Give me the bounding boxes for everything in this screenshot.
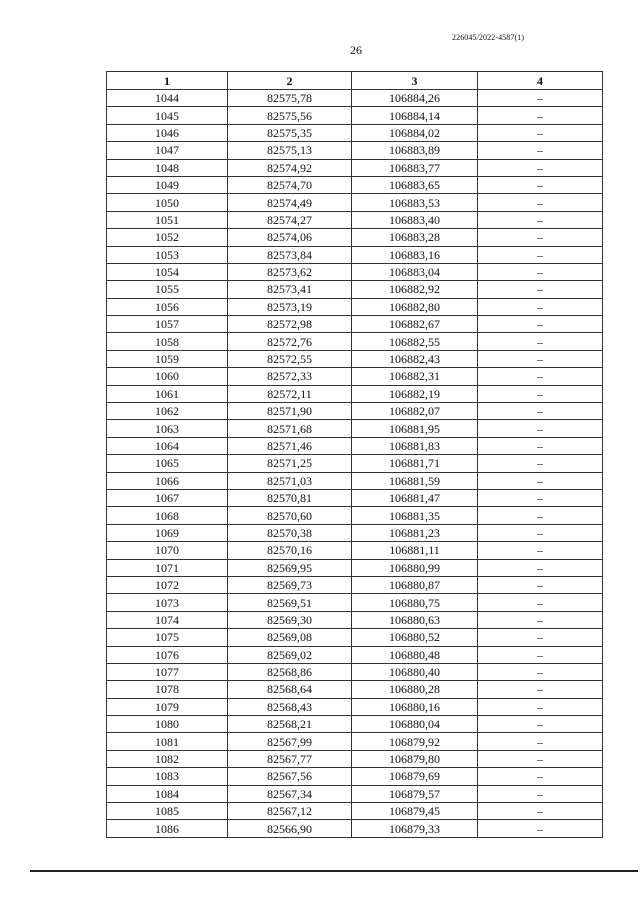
y-coordinate-cell: 106882,31 <box>352 368 478 385</box>
note-cell: – <box>478 489 603 506</box>
point-number-cell: 1076 <box>107 646 228 663</box>
note-cell: – <box>478 455 603 472</box>
x-coordinate-cell: 82575,78 <box>228 90 352 107</box>
x-coordinate-cell: 82571,46 <box>228 437 352 454</box>
table-row <box>107 629 603 646</box>
y-coordinate-cell: 106881,11 <box>352 542 478 559</box>
y-coordinate-cell: 106883,40 <box>352 211 478 228</box>
x-coordinate-cell: 82569,08 <box>228 629 352 646</box>
y-coordinate-cell: 106883,53 <box>352 194 478 211</box>
y-coordinate-cell: 106882,19 <box>352 385 478 402</box>
point-number-cell: 1083 <box>107 768 228 785</box>
note-cell: – <box>478 211 603 228</box>
table-row <box>107 489 603 506</box>
note-cell: – <box>478 159 603 176</box>
table-row <box>107 263 603 280</box>
y-coordinate-cell: 106881,23 <box>352 524 478 541</box>
table-row <box>107 716 603 733</box>
point-number-cell: 1052 <box>107 229 228 246</box>
x-coordinate-cell: 82572,33 <box>228 368 352 385</box>
note-cell: – <box>478 298 603 315</box>
x-coordinate-cell: 82572,11 <box>228 385 352 402</box>
note-cell: – <box>478 124 603 141</box>
note-cell: – <box>478 420 603 437</box>
point-number-cell: 1064 <box>107 437 228 454</box>
y-coordinate-cell: 106879,33 <box>352 820 478 837</box>
table-row <box>107 437 603 454</box>
page-number: 26 <box>350 43 362 57</box>
x-coordinate-cell: 82572,55 <box>228 350 352 367</box>
note-cell: – <box>478 281 603 298</box>
column-header-3: 3 <box>352 72 478 90</box>
table-row <box>107 298 603 315</box>
table-row <box>107 681 603 698</box>
y-coordinate-cell: 106880,75 <box>352 594 478 611</box>
x-coordinate-cell: 82575,35 <box>228 124 352 141</box>
y-coordinate-cell: 106883,89 <box>352 142 478 159</box>
y-coordinate-cell: 106880,52 <box>352 629 478 646</box>
x-coordinate-cell: 82575,13 <box>228 142 352 159</box>
x-coordinate-cell: 82573,41 <box>228 281 352 298</box>
x-coordinate-cell: 82570,16 <box>228 542 352 559</box>
note-cell: – <box>478 611 603 628</box>
note-cell: – <box>478 524 603 541</box>
point-number-cell: 1062 <box>107 403 228 420</box>
note-cell: – <box>478 229 603 246</box>
point-number-cell: 1072 <box>107 576 228 593</box>
note-cell: – <box>478 472 603 489</box>
table-row <box>107 368 603 385</box>
note-cell: – <box>478 437 603 454</box>
x-coordinate-cell: 82567,99 <box>228 733 352 750</box>
y-coordinate-cell: 106881,59 <box>352 472 478 489</box>
y-coordinate-cell: 106883,16 <box>352 246 478 263</box>
note-cell: – <box>478 733 603 750</box>
table-row <box>107 316 603 333</box>
table-row <box>107 768 603 785</box>
point-number-cell: 1071 <box>107 559 228 576</box>
x-coordinate-cell: 82574,49 <box>228 194 352 211</box>
table-row <box>107 107 603 124</box>
x-coordinate-cell: 82574,06 <box>228 229 352 246</box>
note-cell: – <box>478 90 603 107</box>
x-coordinate-cell: 82570,60 <box>228 507 352 524</box>
y-coordinate-cell: 106884,26 <box>352 90 478 107</box>
point-number-cell: 1070 <box>107 542 228 559</box>
point-number-cell: 1061 <box>107 385 228 402</box>
point-number-cell: 1054 <box>107 263 228 280</box>
table-row <box>107 420 603 437</box>
y-coordinate-cell: 106880,87 <box>352 576 478 593</box>
x-coordinate-cell: 82567,56 <box>228 768 352 785</box>
x-coordinate-cell: 82573,62 <box>228 263 352 280</box>
point-number-cell: 1067 <box>107 489 228 506</box>
table-row <box>107 90 603 107</box>
x-coordinate-cell: 82567,12 <box>228 803 352 820</box>
point-number-cell: 1048 <box>107 159 228 176</box>
x-coordinate-cell: 82573,84 <box>228 246 352 263</box>
y-coordinate-cell: 106882,80 <box>352 298 478 315</box>
table-row <box>107 333 603 350</box>
note-cell: – <box>478 368 603 385</box>
table-row <box>107 385 603 402</box>
table-row <box>107 176 603 193</box>
y-coordinate-cell: 106880,63 <box>352 611 478 628</box>
column-header-4: 4 <box>478 72 603 90</box>
y-coordinate-cell: 106882,55 <box>352 333 478 350</box>
note-cell: – <box>478 594 603 611</box>
note-cell: – <box>478 803 603 820</box>
point-number-cell: 1063 <box>107 420 228 437</box>
note-cell: – <box>478 542 603 559</box>
point-number-cell: 1077 <box>107 663 228 680</box>
table-row <box>107 663 603 680</box>
point-number-cell: 1049 <box>107 176 228 193</box>
note-cell: – <box>478 646 603 663</box>
point-number-cell: 1045 <box>107 107 228 124</box>
note-cell: – <box>478 107 603 124</box>
table-row <box>107 646 603 663</box>
coordinates-table <box>106 71 603 838</box>
y-coordinate-cell: 106881,71 <box>352 455 478 472</box>
point-number-cell: 1078 <box>107 681 228 698</box>
note-cell: – <box>478 333 603 350</box>
point-number-cell: 1066 <box>107 472 228 489</box>
table-row <box>107 229 603 246</box>
y-coordinate-cell: 106881,83 <box>352 437 478 454</box>
y-coordinate-cell: 106881,95 <box>352 420 478 437</box>
point-number-cell: 1044 <box>107 90 228 107</box>
x-coordinate-cell: 82567,34 <box>228 785 352 802</box>
y-coordinate-cell: 106880,16 <box>352 698 478 715</box>
table-row <box>107 559 603 576</box>
table-row <box>107 124 603 141</box>
column-header-2: 2 <box>228 72 352 90</box>
table-row <box>107 507 603 524</box>
note-cell: – <box>478 681 603 698</box>
point-number-cell: 1080 <box>107 716 228 733</box>
x-coordinate-cell: 82572,98 <box>228 316 352 333</box>
x-coordinate-cell: 82568,43 <box>228 698 352 715</box>
x-coordinate-cell: 82571,25 <box>228 455 352 472</box>
footer-divider <box>30 870 638 872</box>
x-coordinate-cell: 82566,90 <box>228 820 352 837</box>
point-number-cell: 1055 <box>107 281 228 298</box>
table-row <box>107 820 603 837</box>
y-coordinate-cell: 106879,80 <box>352 750 478 767</box>
point-number-cell: 1068 <box>107 507 228 524</box>
x-coordinate-cell: 82569,02 <box>228 646 352 663</box>
y-coordinate-cell: 106880,48 <box>352 646 478 663</box>
point-number-cell: 1065 <box>107 455 228 472</box>
note-cell: – <box>478 698 603 715</box>
table-row <box>107 698 603 715</box>
point-number-cell: 1081 <box>107 733 228 750</box>
x-coordinate-cell: 82572,76 <box>228 333 352 350</box>
x-coordinate-cell: 82574,70 <box>228 176 352 193</box>
x-coordinate-cell: 82569,51 <box>228 594 352 611</box>
point-number-cell: 1059 <box>107 350 228 367</box>
x-coordinate-cell: 82568,86 <box>228 663 352 680</box>
point-number-cell: 1056 <box>107 298 228 315</box>
table-row <box>107 594 603 611</box>
x-coordinate-cell: 82571,03 <box>228 472 352 489</box>
note-cell: – <box>478 576 603 593</box>
y-coordinate-cell: 106879,69 <box>352 768 478 785</box>
y-coordinate-cell: 106882,92 <box>352 281 478 298</box>
table-body <box>107 90 603 838</box>
point-number-cell: 1047 <box>107 142 228 159</box>
note-cell: – <box>478 507 603 524</box>
y-coordinate-cell: 106880,99 <box>352 559 478 576</box>
table-row <box>107 350 603 367</box>
point-number-cell: 1051 <box>107 211 228 228</box>
y-coordinate-cell: 106884,02 <box>352 124 478 141</box>
y-coordinate-cell: 106883,04 <box>352 263 478 280</box>
x-coordinate-cell: 82574,92 <box>228 159 352 176</box>
point-number-cell: 1050 <box>107 194 228 211</box>
point-number-cell: 1079 <box>107 698 228 715</box>
table-header-row <box>107 72 603 90</box>
point-number-cell: 1060 <box>107 368 228 385</box>
y-coordinate-cell: 106879,45 <box>352 803 478 820</box>
note-cell: – <box>478 663 603 680</box>
y-coordinate-cell: 106882,07 <box>352 403 478 420</box>
table-row <box>107 403 603 420</box>
note-cell: – <box>478 385 603 402</box>
y-coordinate-cell: 106880,04 <box>352 716 478 733</box>
point-number-cell: 1084 <box>107 785 228 802</box>
point-number-cell: 1085 <box>107 803 228 820</box>
note-cell: – <box>478 716 603 733</box>
table-row <box>107 455 603 472</box>
x-coordinate-cell: 82570,81 <box>228 489 352 506</box>
note-cell: – <box>478 246 603 263</box>
table-row <box>107 785 603 802</box>
y-coordinate-cell: 106883,28 <box>352 229 478 246</box>
table-row <box>107 211 603 228</box>
x-coordinate-cell: 82571,90 <box>228 403 352 420</box>
x-coordinate-cell: 82568,21 <box>228 716 352 733</box>
point-number-cell: 1075 <box>107 629 228 646</box>
note-cell: – <box>478 559 603 576</box>
point-number-cell: 1086 <box>107 820 228 837</box>
x-coordinate-cell: 82568,64 <box>228 681 352 698</box>
x-coordinate-cell: 82573,19 <box>228 298 352 315</box>
table-row <box>107 194 603 211</box>
x-coordinate-cell: 82567,77 <box>228 750 352 767</box>
y-coordinate-cell: 106880,40 <box>352 663 478 680</box>
column-header-1: 1 <box>107 72 228 90</box>
note-cell: – <box>478 176 603 193</box>
y-coordinate-cell: 106882,67 <box>352 316 478 333</box>
x-coordinate-cell: 82569,95 <box>228 559 352 576</box>
y-coordinate-cell: 106882,43 <box>352 350 478 367</box>
y-coordinate-cell: 106881,47 <box>352 489 478 506</box>
note-cell: – <box>478 316 603 333</box>
x-coordinate-cell: 82575,56 <box>228 107 352 124</box>
y-coordinate-cell: 106880,28 <box>352 681 478 698</box>
note-cell: – <box>478 785 603 802</box>
x-coordinate-cell: 82571,68 <box>228 420 352 437</box>
table-row <box>107 159 603 176</box>
y-coordinate-cell: 106879,92 <box>352 733 478 750</box>
note-cell: – <box>478 350 603 367</box>
note-cell: – <box>478 768 603 785</box>
table-row <box>107 524 603 541</box>
x-coordinate-cell: 82570,38 <box>228 524 352 541</box>
table-row <box>107 472 603 489</box>
note-cell: – <box>478 820 603 837</box>
x-coordinate-cell: 82574,27 <box>228 211 352 228</box>
table-row <box>107 281 603 298</box>
point-number-cell: 1074 <box>107 611 228 628</box>
point-number-cell: 1082 <box>107 750 228 767</box>
table-row <box>107 803 603 820</box>
point-number-cell: 1053 <box>107 246 228 263</box>
y-coordinate-cell: 106883,77 <box>352 159 478 176</box>
y-coordinate-cell: 106883,65 <box>352 176 478 193</box>
point-number-cell: 1057 <box>107 316 228 333</box>
y-coordinate-cell: 106884,14 <box>352 107 478 124</box>
note-cell: – <box>478 403 603 420</box>
table-row <box>107 142 603 159</box>
table-row <box>107 611 603 628</box>
table-row <box>107 246 603 263</box>
table-row <box>107 733 603 750</box>
x-coordinate-cell: 82569,30 <box>228 611 352 628</box>
table-row <box>107 542 603 559</box>
y-coordinate-cell: 106881,35 <box>352 507 478 524</box>
point-number-cell: 1046 <box>107 124 228 141</box>
note-cell: – <box>478 194 603 211</box>
note-cell: – <box>478 750 603 767</box>
x-coordinate-cell: 82569,73 <box>228 576 352 593</box>
note-cell: – <box>478 263 603 280</box>
point-number-cell: 1069 <box>107 524 228 541</box>
table-row <box>107 750 603 767</box>
note-cell: – <box>478 629 603 646</box>
table-row <box>107 576 603 593</box>
document-id: 226045/2022-4587(1) <box>452 33 525 42</box>
point-number-cell: 1073 <box>107 594 228 611</box>
y-coordinate-cell: 106879,57 <box>352 785 478 802</box>
note-cell: – <box>478 142 603 159</box>
point-number-cell: 1058 <box>107 333 228 350</box>
